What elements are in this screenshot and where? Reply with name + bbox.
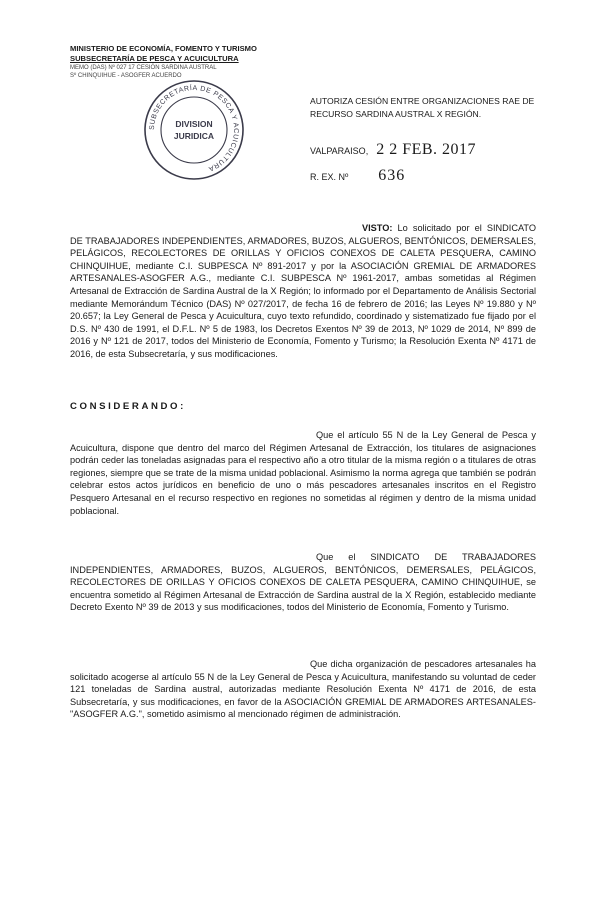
place-and-date	[310, 141, 476, 159]
resolution-subject: AUTORIZA CESIÓN ENTRE ORGANIZACIONES RAE DE RECURSO SARDINA AUSTRAL X REGIÓN.	[310, 96, 535, 119]
date-stamp: 2 2 FEB. 2017	[376, 141, 477, 158]
considerando-paragraph-3	[70, 658, 536, 721]
ministry-name: MINISTERIO DE ECONOMÍA, FOMENTO Y TURISMO	[70, 44, 257, 53]
visto-text: Lo solicitado por el SINDICATO DE TRABAJADORES INDEPENDIENTES, ARMADORES, BUZOS, ALGUEROS, BENTÓNICOS, DEMERSALES, PELÁGICOS, RECOLECTORES DE ORILLAS Y OFICIOS CONEXOS DE CALETA PESQUERA, CAMINO CHINQUIHUE, mediante C.I. SUBPESCA Nº 891-2017 y por la ASOCIACIÓN GREMIAL DE ARMADORES ARTESANALES-ASOGFER A.G., mediante C.I. SUBPESCA Nº 1961-2017, ambas sometidas al Régimen Artesanal de Extracción de Sardina Austral de la X Región; lo informado por el Departamento de Análisis Sectorial mediante Memorándum Técnico (DAS) Nº 027/2017, de fecha 16 de febrero de 2016; las Leyes Nº 19.880 y Nº 20.657; la Ley General de Pesca y Acuicultura, cuyo texto refundido, coordinado y sistematizado fue fijado por el D.S. Nº 430 de 1991, el D.F.L. Nº 5 de 1983, los Decretos Exentos Nº 39 de 2013, Nº 1029 de 2014, Nº 899 de 2016 y Nº 121 de 2017, todos del Ministerio de Economía, Fomento y Turismo; la Resolución Exenta Nº 4171 de 2016, de esta Subsecretaría, y sus modificaciones.	[70, 223, 536, 359]
seal-line-1: DIVISION	[175, 119, 213, 129]
reference-line-1: MEMO (DAS) Nº 027 17 CESIÓN SARDINA AUSTRAL	[70, 65, 217, 71]
considerando-text-2: Que el SINDICATO DE TRABAJADORES INDEPENDIENTES, ARMADORES, BUZOS, ALGUEROS, BENTÓNICOS, DEMERSALES, PELÁGICOS, RECOLECTORES DE ORILLAS Y OFICIOS CONEXOS DE CALETA PESQUERA, CAMINO CHINQUIHUE, se encuentra sometido al Régimen Artesanal de Extracción de Sardina austral de la X Región, establecido mediante Decreto Exento Nº 39 de 2013 y sus modificaciones, todos del Ministerio de Economía, Fomento y Turismo.	[70, 552, 536, 613]
considerando-paragraph-2	[70, 551, 536, 614]
seal-ring-icon	[142, 78, 246, 182]
division-juridica-seal	[142, 78, 246, 182]
considerando-paragraph-1	[70, 429, 536, 517]
seal-line-2: JURIDICA	[173, 131, 215, 141]
letterhead	[70, 44, 280, 80]
considerando-heading: CONSIDERANDO:	[70, 401, 186, 412]
subsecretaria-name: SUBSECRETARÍA DE PESCA Y ACUICULTURA	[70, 54, 239, 63]
reference-line-2: Sº CHINQUIHUE - ASOGFER ACUERDO	[70, 73, 182, 79]
rex-label: R. EX. Nº	[310, 172, 349, 182]
visto-label: VISTO:	[362, 223, 393, 233]
rex-number: 636	[378, 167, 406, 184]
considerando-text-3: Que dicha organización de pescadores artesanales ha solicitado acogerse al artículo 55 N de la Ley General de Pesca y Acuicultura, manifestando su voluntad de ceder 121 toneladas de Sardina austral, autorizadas mediante Resolución Exenta Nº 4171 de 2016, de esta Subsecretaría, y sus modificaciones, en favor de la ASOCIACIÓN GREMIAL DE ARMADORES ARTESANALES-"ASOGFER A.G.", sometido asimismo al mencionado régimen de administración.	[70, 659, 536, 720]
city: VALPARAISO,	[310, 146, 369, 156]
considerando-text-1: Que el artículo 55 N de la Ley General de Pesca y Acuicultura, dispone que dentro del marco del Régimen Artesanal de Extracción, los titulares de asignaciones podrán ceder las toneladas asignadas para el respectivo año a otro titular de la misma región o a titulares de otras regiones, siempre que se trate de la misma unidad poblacional. Asimismo la norma agrega que también se podrán celebrar estos actos jurídicos en beneficio de uno o más pescadores artesanales inscritos en el Registro Pesquero Artesanal en el recurso respectivo en regiones no sometidas al régimen y dentro de la misma unidad poblacional.	[70, 430, 536, 516]
resolution-number-line	[310, 167, 405, 185]
visto-paragraph	[70, 222, 536, 361]
seal-ring-text: SUBSECRETARÍA DE PESCA Y ACUICULTURA	[148, 84, 240, 173]
